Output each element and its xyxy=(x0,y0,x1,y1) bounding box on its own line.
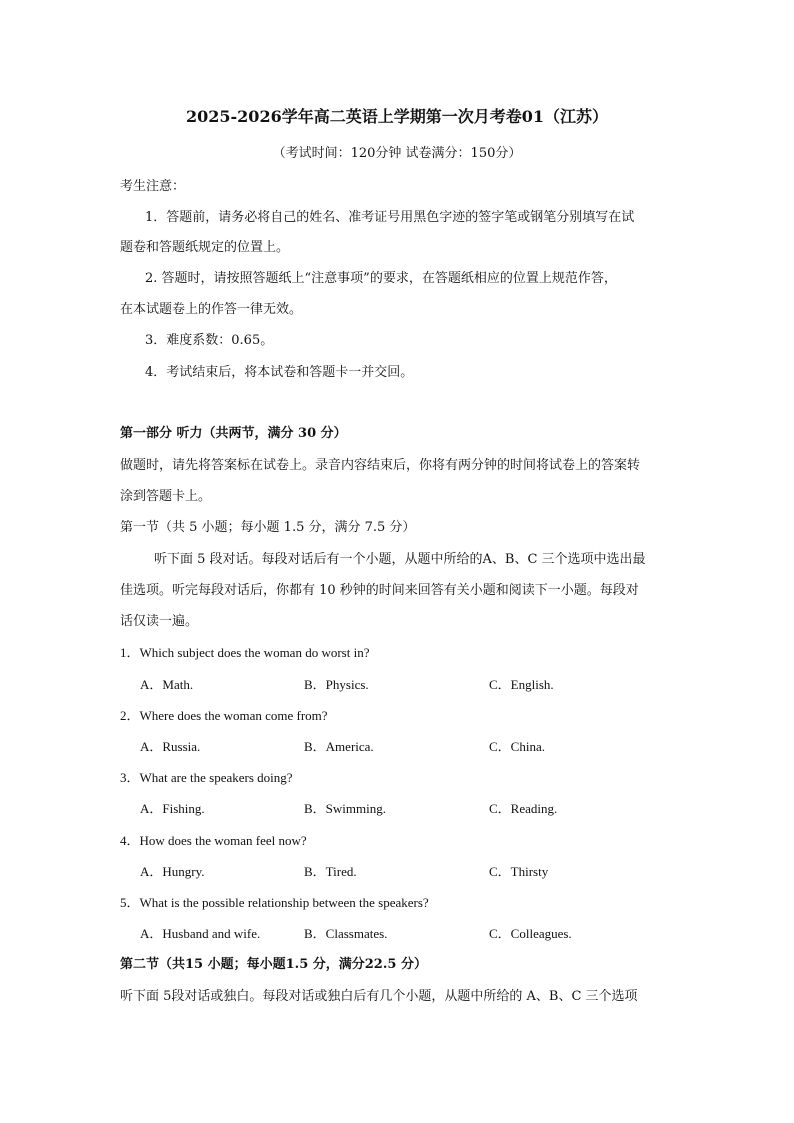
section-1-heading: 第一节（共 5 小题；每小题 1.5 分，满分 7.5 分） xyxy=(120,520,416,535)
question-3: 3．What are the speakers doing? xyxy=(120,770,293,785)
question-1-option-b: B．Physics. xyxy=(304,677,369,692)
part-1-heading: 第一部分 听力（共两节，满分 30 分） xyxy=(120,426,347,441)
section-2-instructions-line-1: 听下面 5段对话或独白。每段对话或独白后有几个小题，从题中所给的 A、B、C 三个选项 xyxy=(120,989,638,1004)
question-5: 5．What is the possible relationship between the speakers? xyxy=(120,895,429,910)
question-4-option-c: C．Thirsty xyxy=(489,864,549,879)
question-2-option-b: B．America. xyxy=(304,739,374,754)
question-1: 1．Which subject does the woman do worst in? xyxy=(120,645,370,660)
notice-item-4: 4．考试结束后，将本试卷和答题卡一并交回。 xyxy=(145,365,414,380)
notice-item-1-line-2: 题卷和答题纸规定的位置上。 xyxy=(120,240,290,255)
question-2-option-a: A．Russia. xyxy=(140,739,201,754)
question-4: 4．How does the woman feel now? xyxy=(120,833,307,848)
notice-item-3: 3．难度系数：0.65。 xyxy=(145,333,274,348)
question-4-option-b: B．Tired. xyxy=(304,864,357,879)
question-2: 2．Where does the woman come from? xyxy=(120,708,328,723)
question-3-option-b: B．Swimming. xyxy=(304,801,386,816)
part-1-intro-line-2: 涂到答题卡上。 xyxy=(120,489,212,504)
question-2-option-c: C．China. xyxy=(489,739,545,754)
question-5-option-a: A．Husband and wife. xyxy=(140,926,261,941)
notice-item-1-line-1: 1．答题前，请务必将自己的姓名、准考证号用黑色字迹的签字笔或钢笔分别填写在试 xyxy=(145,210,635,225)
question-1-option-a: A．Math. xyxy=(140,677,194,692)
notice-heading: 考生注意： xyxy=(120,179,186,194)
question-3-option-a: A．Fishing. xyxy=(140,801,205,816)
question-5-option-c: C．Colleagues. xyxy=(489,926,572,941)
section-1-instructions-line-3: 话仅读一遍。 xyxy=(120,614,199,629)
question-5-option-b: B．Classmates. xyxy=(304,926,388,941)
page-title: 2025-2026学年高二英语上学期第一次月考卷01（江苏） xyxy=(186,107,608,126)
notice-item-2-line-1: 2. 答题时，请按照答题纸上“注意事项”的要求，在答题纸相应的位置上规范作答， xyxy=(145,271,617,286)
exam-time-info: （考试时间：120分钟 试卷满分：150分） xyxy=(272,146,522,161)
notice-item-2-line-2: 在本试题卷上的作答一律无效。 xyxy=(120,302,303,317)
part-1-intro-line-1: 做题时，请先将答案标在试卷上。录音内容结束后，你将有两分钟的时间将试卷上的答案转 xyxy=(120,458,641,473)
section-2-heading: 第二节（共15 小题；每小题1.5 分，满分22.5 分） xyxy=(120,957,427,972)
question-3-option-c: C．Reading. xyxy=(489,801,558,816)
question-1-option-c: C．English. xyxy=(489,677,554,692)
question-4-option-a: A．Hungry. xyxy=(140,864,205,879)
section-1-instructions-line-2: 佳选项。听完每段对话后，你都有 10 秒钟的时间来回答有关小题和阅读下一小题。每段对 xyxy=(120,583,639,598)
section-1-instructions-line-1: 听下面 5 段对话。每段对话后有一个小题，从题中所给的A、B、C 三个选项中选出最 xyxy=(154,552,646,567)
